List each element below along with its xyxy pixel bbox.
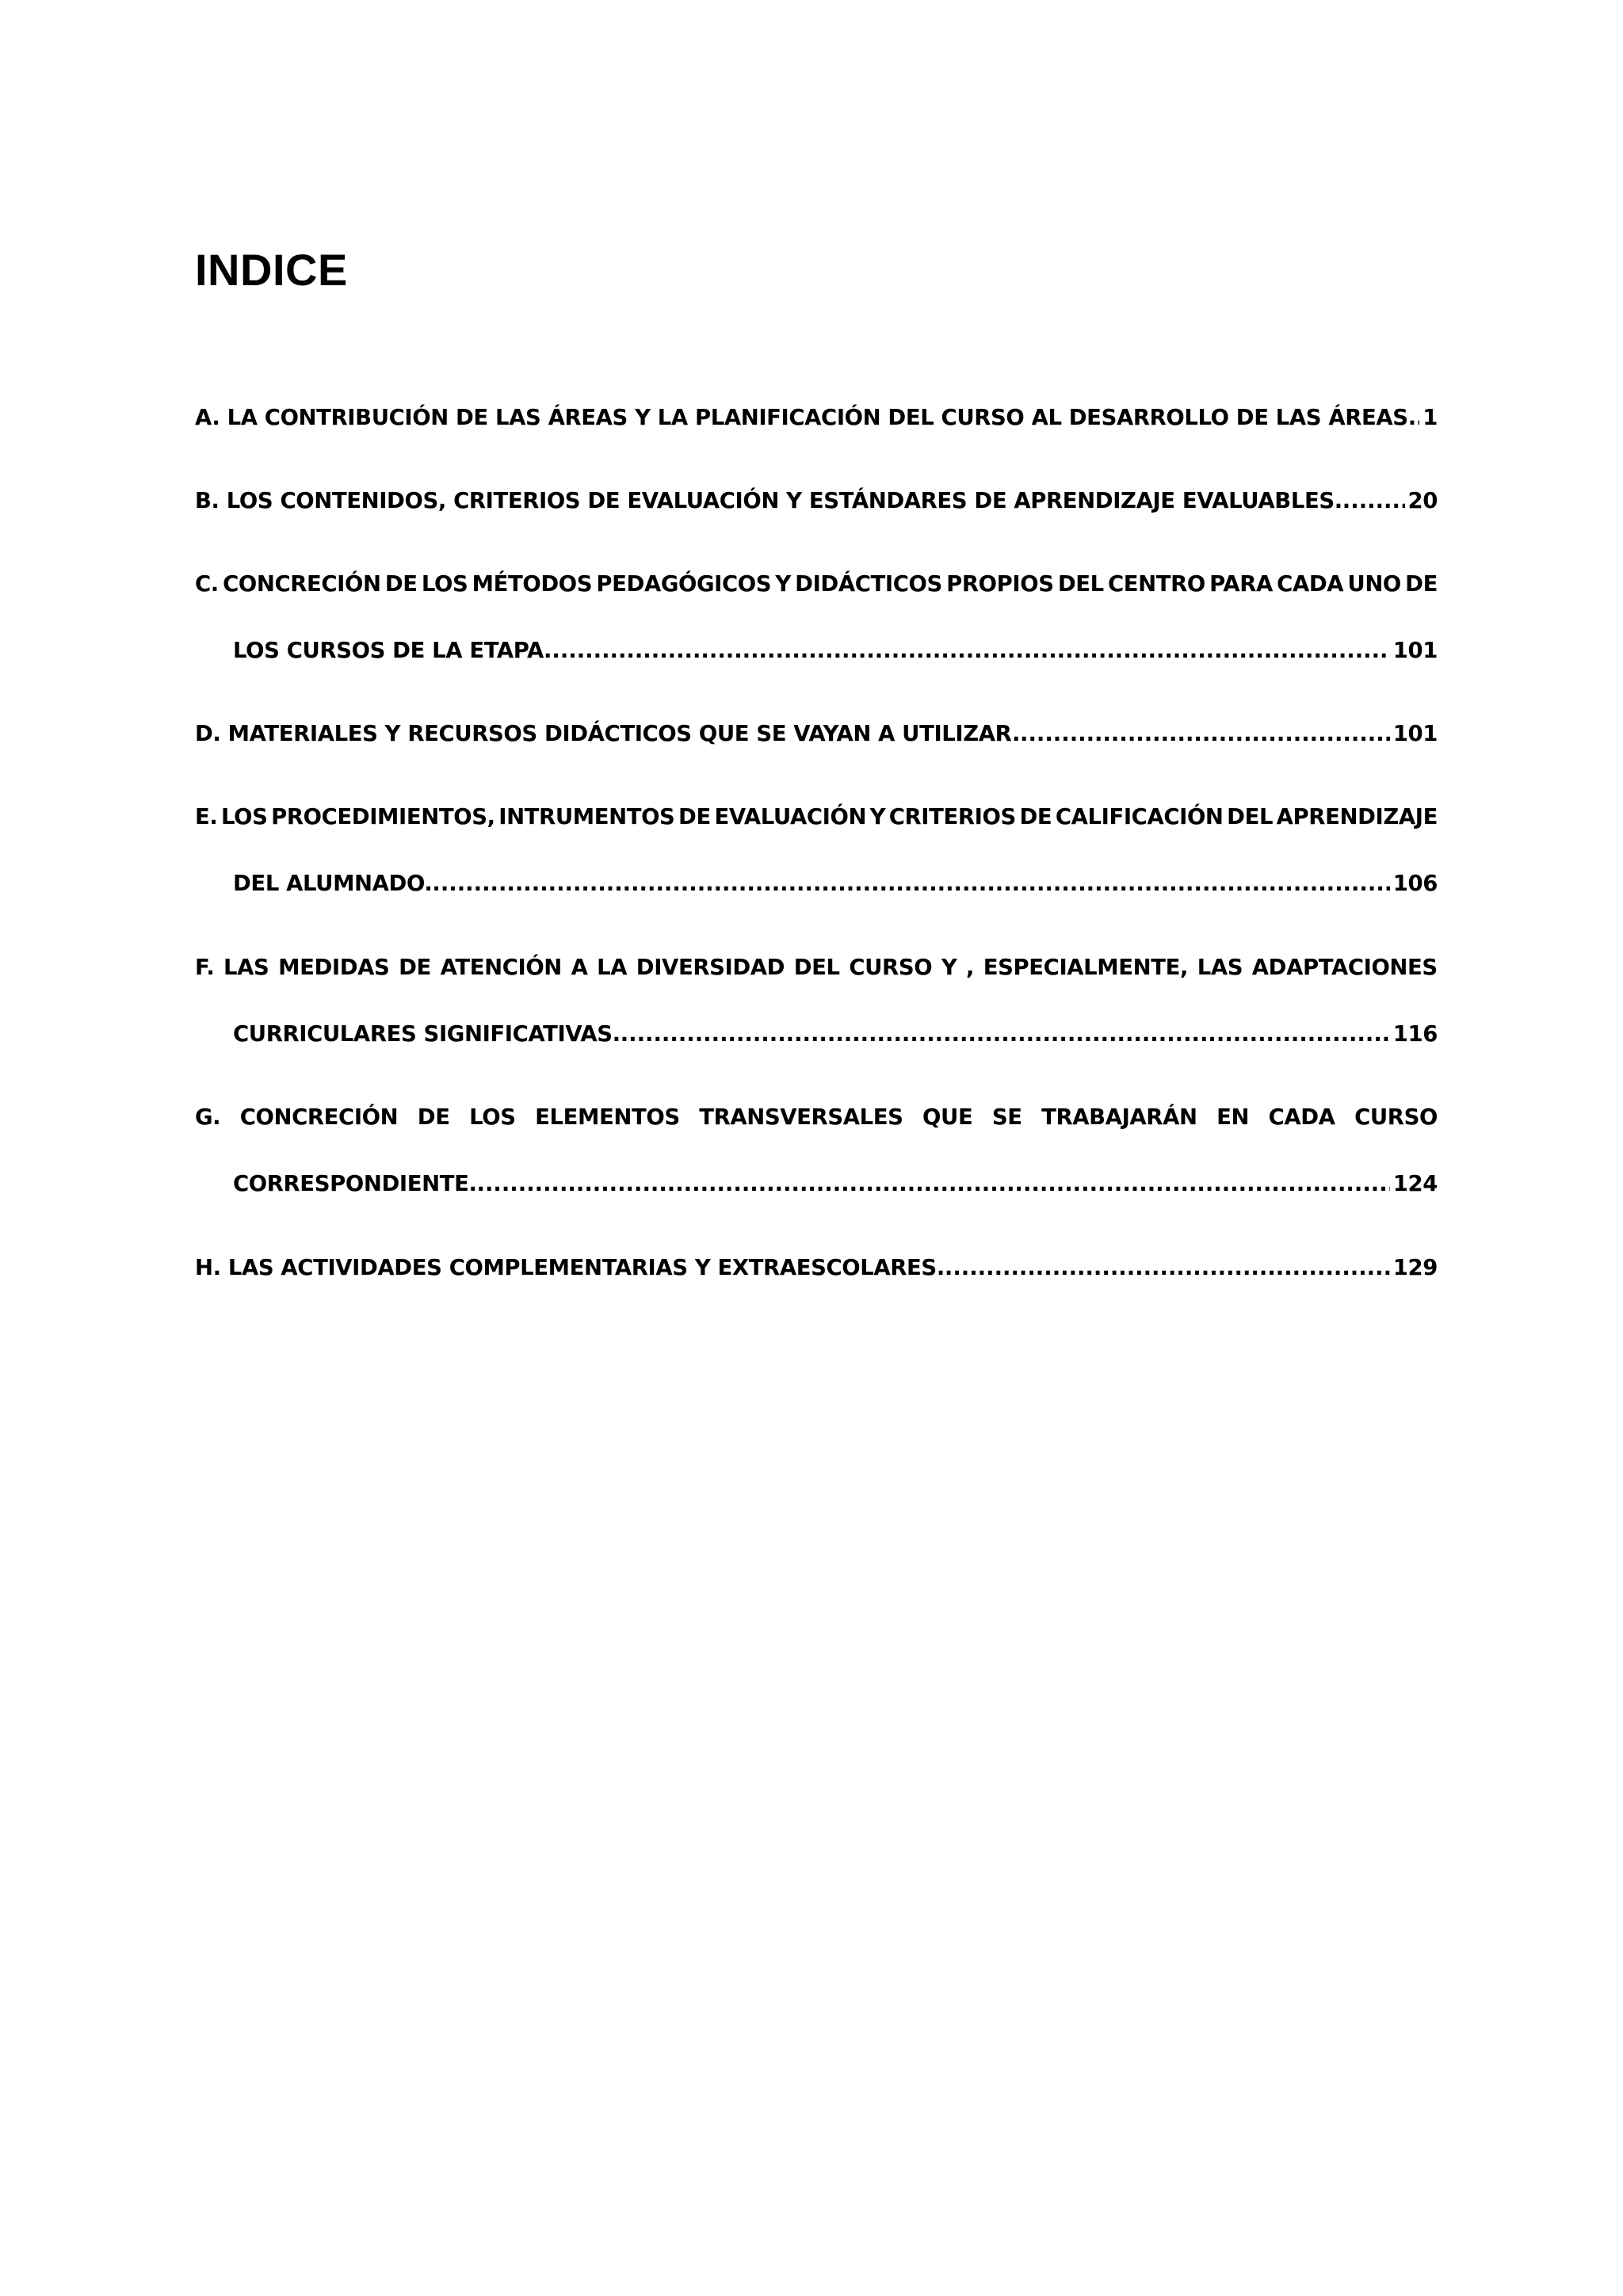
toc-entry-word: PROCEDIMIENTOS, <box>271 804 495 830</box>
toc-entry-word: LOS <box>421 571 468 597</box>
toc-entry-word: G. <box>195 1104 221 1130</box>
toc-entry-word: LA <box>597 955 628 980</box>
toc-page-number: 129 <box>1392 1255 1438 1280</box>
toc-entry-text-line2: CURRICULARES SIGNIFICATIVAS. <box>233 1021 621 1047</box>
toc-entry-word: UNO <box>1347 571 1401 597</box>
dot-leader <box>1342 485 1405 517</box>
toc-page-number: 20 <box>1407 488 1438 513</box>
toc-entry-text: A. LA CONTRIBUCIÓN DE LAS ÁREAS Y LA PLANIFICACIÓN DEL CURSO AL DESARROLLO DE LAS ÁREAS. <box>195 405 1416 430</box>
dot-leader <box>477 1168 1390 1199</box>
toc-page-number: 1 <box>1423 405 1438 430</box>
toc-entry-word: INTRUMENTOS <box>498 804 675 830</box>
toc-entry-word: MEDIDAS <box>278 955 390 980</box>
toc-entry-text-line1 <box>195 952 1438 983</box>
dot-leader <box>544 635 1390 666</box>
toc-entry-word: ELEMENTOS <box>535 1104 680 1130</box>
toc-entry-word: Y <box>775 571 791 597</box>
toc-entry-word: CONCRECIÓN <box>239 1104 399 1130</box>
toc-entry-word: EN <box>1216 1104 1250 1130</box>
toc-entry-word: DEL <box>1057 571 1104 597</box>
dot-leader <box>432 868 1389 899</box>
toc-entry-word: DE <box>417 1104 450 1130</box>
toc-entry-text: B. LOS CONTENIDOS, CRITERIOS DE EVALUACIÓN Y ESTÁNDARES DE APRENDIZAJE EVALUABLES. <box>195 488 1342 513</box>
toc-entry-word: CALIFICACIÓN <box>1055 804 1224 830</box>
toc-entry-word: CURSO <box>849 955 933 980</box>
toc-entry-word: LOS <box>221 804 268 830</box>
toc-entry-word: PEDAGÓGICOS <box>596 571 772 597</box>
toc-entry-word: QUE <box>922 1104 973 1130</box>
toc-entry-text-line1 <box>195 801 1438 833</box>
toc-entry-word: MÉTODOS <box>472 571 593 597</box>
toc-entry-word: LOS <box>469 1104 516 1130</box>
toc-entry-word: TRANSVERSALES <box>699 1104 903 1130</box>
toc-entry-word: CADA <box>1277 571 1344 597</box>
toc-entry-word: DEL <box>793 955 840 980</box>
toc-entry-word: DE <box>384 571 418 597</box>
toc-entry-word: CENTRO <box>1108 571 1205 597</box>
toc-page-number: 101 <box>1392 721 1438 746</box>
toc-entry-text-line1 <box>195 1101 1438 1133</box>
toc-entry-word: CADA <box>1268 1104 1335 1130</box>
toc-entry-text-line2: DEL ALUMNADO. <box>233 871 433 896</box>
toc-entry-word: DE <box>1405 571 1438 597</box>
toc-entry-word: CRITERIOS <box>888 804 1016 830</box>
toc-entry-word: DIDÁCTICOS <box>795 571 942 597</box>
toc-entry-word: DE <box>1019 804 1052 830</box>
toc-entry-word: DIVERSIDAD <box>636 955 785 980</box>
toc-entry-word: LAS <box>223 955 269 980</box>
toc-entry-word: F. <box>195 955 215 980</box>
toc-page-number: 101 <box>1392 638 1438 663</box>
toc-entry-word: DE <box>678 804 711 830</box>
toc-entry-word: A <box>571 955 588 980</box>
toc-page-number: 124 <box>1392 1171 1438 1196</box>
toc-entry-text-line2: LOS CURSOS DE LA ETAPA <box>233 638 544 663</box>
toc-entry-word: C. <box>195 571 219 597</box>
dot-leader <box>1020 718 1390 749</box>
toc-entry-word: TRABAJARÁN <box>1041 1104 1197 1130</box>
toc-entry-word: DEL <box>1227 804 1274 830</box>
toc-entry-word: ADAPTACIONES <box>1251 955 1438 980</box>
toc-entry-word: LAS <box>1197 955 1243 980</box>
toc-entry-word: CURSO <box>1354 1104 1438 1130</box>
toc-entry-text: H. LAS ACTIVIDADES COMPLEMENTARIAS Y EXTRAESCOLARES. <box>195 1255 945 1280</box>
toc-entry-word: CONCRECIÓN <box>223 571 381 597</box>
dot-leader <box>945 1252 1390 1283</box>
toc-entry-text: D. MATERIALES Y RECURSOS DIDÁCTICOS QUE SE VAYAN A UTILIZAR. <box>195 721 1021 746</box>
toc-entry-text-line1 <box>195 568 1438 600</box>
toc-entry-word: DE <box>399 955 431 980</box>
toc-page-number: 116 <box>1392 1021 1438 1047</box>
toc-page-number: 106 <box>1392 871 1438 896</box>
toc-entry-word: ESPECIALMENTE, <box>983 955 1189 980</box>
toc-entry-word: ATENCIÓN <box>440 955 562 980</box>
toc-entry-word: Y <box>941 955 957 980</box>
toc-entry-word: APRENDIZAJE <box>1276 804 1438 830</box>
page-title: INDICE <box>195 245 348 295</box>
dot-leader <box>621 1018 1390 1050</box>
toc-entry-text-line2: CORRESPONDIENTE. <box>233 1171 477 1196</box>
toc-entry-word: Y <box>869 804 886 830</box>
toc-entry-word: SE <box>991 1104 1022 1130</box>
toc-entry-word: E. <box>195 804 218 830</box>
toc-entry-word: PROPIOS <box>946 571 1054 597</box>
toc-entry-word: EVALUACIÓN <box>714 804 867 830</box>
toc-entry-word: PARA <box>1209 571 1273 597</box>
toc-entry-word: , <box>966 955 975 980</box>
